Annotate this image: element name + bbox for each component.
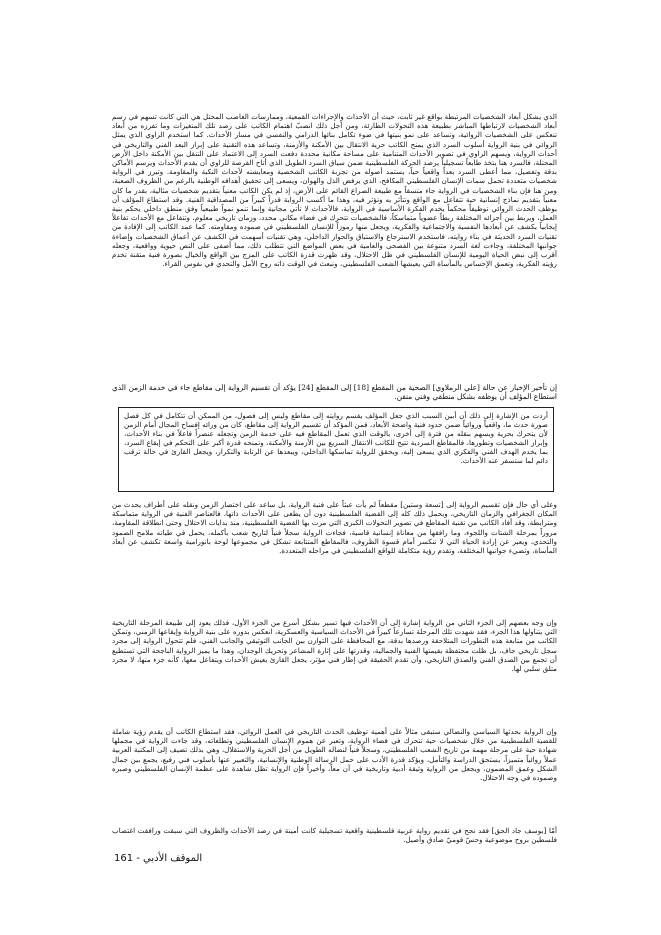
paragraph-1: الذي يشكل أبعاد الشخصيات المرتبطة بواقع غير ثابت، حيث أن الأحداث والإجراءات القمعية، وممارسات الغاصب المحتل هي التي كانت تسهم في رسم أبعاد الشخصيات لارتباطها المباشر بطبيعة هذه التحولات الطارئة، ومن أجل ذلك انصبّ اهتمام الكاتب على رصد تلك المتغيرات وما تفرزه من أبعاد تنعكس على الشخصيات الروائية، وتساعد على نمو بنيتها في ضوء تكامل بنائها الدرامي والنفسي في مسار الأحداث. كما استخدم الراوي الذي يمثل الروائي في بنية الرواية أسلوب السرد الذي يمنح الكاتب حرية الانتقال بين الأمكنة والأزمنة، وتساعد هذه التقنية على إبراز البعد الفني والتاريخي في أحداث الرواية، ويسهم الراوي في تصوير الأحداث المتنامية على مساحة مكانية محددة دفعت السرد إلى الاعتماد على التنقل بين الأمكنة داخل الأرض المحتلة، فالسرد هنا يتخذ طابعاً تسجيلياً يرصد الحركة الفلسطينية ضمن سياق السرد الطويل الذي أتاح الفرصة للراوي أن يقدم الأحداث ويرسم الأماكن بدقة وتفصيل، مما أعطى السرد بعداً واقعياً حياً، يستمد أصوله من تجربة الكاتب الشخصية ومعايشته لأحداث النكبة والمقاومة. وتبرز في الرواية شخصيات متعددة تحمل سمات الإنسان الفلسطيني المكافح، الذي يرفض الذل والهوان، ويسعى إلى تحقيق أهدافه الوطنية بالرغم من الظروف الصعبة، ومن هنا فإن بناء الشخصيات في الرواية جاء متسقاً مع طبيعة الصراع القائم على الأرض، إذ لم يكن الكاتب معنياً بتقديم شخصيات مثالية، بقدر ما كان معنياً بتقديم نماذج إنسانية حية تتفاعل مع الواقع وتتأثر به وتؤثر فيه، وهذا ما أكسب الرواية قدراً كبيراً من المصداقية الفنية. وقد استطاع المؤلف أن يوظف الحدث الروائي توظيفاً محكماً يخدم الفكرة الأساسية في الرواية، فالأحداث لا تأتي مجانية وإنما تنمو نمواً طبيعياً وفق منطق داخلي يحكم بنية العمل، ويربط بين أجزائه المختلفة ربطاً عضوياً متماسكاً، فالشخصيات تتحرك في فضاء مكاني محدد، وزمان تاريخي معلوم، وتتفاعل مع الأحداث تفاعلاً إيجابياً يكشف عن أبعادها النفسية والاجتماعية والفكرية، ويجعل منها رموزاً للإنسان الفلسطيني في صموده ومقاومته. كما عمد الكاتب إلى الإفادة من تقنيات السرد الحديثة في بناء روايته، فاستخدم الاسترجاع والاستباق والحوار الداخلي، وهي تقنيات أسهمت في الكشف عن أعماق الشخصيات وإضاءة جوانبها المختلفة، وجاءت لغة السرد متنوعة بين الفصحى والعامية في بعض المواضع التي تتطلب ذلك، مما أضفى على النص حيوية وواقعية، وجعله أقرب إلى نبض الحياة اليومية للإنسان الفلسطيني في ظل الاحتلال، وقد ظهرت قدرة الكاتب على المزج بين الواقع والخيال بصورة فنية متقنة تخدم رؤيته الفكرية، وتعمق الإحساس بالمأساة التي يعيشها الشعب الفلسطيني، وتبعث في الوقت ذاته روح الأمل والتحدي في نفوس القراء. (112, 112, 557, 269)
paragraph-3: أردت من الإشارة إلى ذلك أن أبين السبب الذي جعل المؤلف يقسم روايته إلى مقاطع وليس إلى فصول، من الممكن أن تتكامل في كل فصل صورة حدث ما، واقعياً وروائياً ضمن حدود فنية واضحة الأبعاد، فمن المؤكد أن تقسيم الرواية إلى مقاطع، كان من ورائه إفساح المجال أمام الزمن لأن يتحرك بحرية ويسهم بنقله من فترة إلى أخرى، بالوقت الذي تعمل المقاطع فيه على خدمة الزمن وتجعله عنصراً فاعلاً في بناء الأحداث، وإبراز الشخصيات وتطورها، فالمقاطع السردية تتيح للكاتب الانتقال السريع بين الأزمنة والأمكنة، وتمنحه قدرة أكبر على التحكم في إيقاع السرد، بما يخدم الهدف الفني والفكري الذي يسعى إليه، ويحقق للرواية تماسكها الداخلي، ويبعدها عن الرتابة والتكرار، ويجعل القارئ في حالة ترقب دائم لما ستسفر عنه الأحداث. (124, 411, 548, 466)
paragraph-7: أمّا [يوسف جاد الحق] فقد نجح في تقديم رواية عربية فلسطينية واقعية تسجيلية كانت أمينة في رصد الأحداث والظروف التي سبقت ورافقت اغتصاب فلسطين بروح موضوعية وحسّ قوميّ صادق وأصيل. (112, 826, 557, 845)
paragraph-5: وإن وجه بعضهم إلى الجزء الثاني من الرواية إشارة إلى أن الأحداث فيها تسير بشكل أسرع من الجزء الأول، فذلك يعود إلى طبيعة المرحلة التاريخية التي يتناولها هذا الجزء، فقد شهدت تلك المرحلة تسارعاً كبيراً في الأحداث السياسية والعسكرية، انعكس بدوره على بنية الرواية وإيقاعها الزمني، وتمكن الكاتب من متابعة هذه التطورات المتلاحقة ورصدها بدقة، مع المحافظة على التوازن بين الجانب التوثيقي والجانب الفني، فلم تتحول الرواية إلى مجرد سجل تاريخي جاف، بل ظلت محتفظة بقيمتها الفنية والجمالية، وقدرتها على إثارة المشاعر وتحريك الوجدان، وهذا ما يميز الرواية الناجحة التي تستطيع أن تجمع بين الصدق الفني والصدق التاريخي، وأن تقدم الحقيقة في إطار فني مؤثر، يجعل القارئ يعيش الأحداث ويتفاعل معها، كأنه جزء منها، لا مجرد متلق سلبي لها. (112, 618, 557, 674)
framed-paragraph (118, 407, 554, 492)
paragraph-2: إن تأخير الإخبار عن حالة [علي الرملاوي] الصحية من المقطع [18] إلى المقطع [24] يؤكد أن تقسيم الرواية إلى مقاطع جاء في خدمة الزمن الذي استطاع المؤلف أن يوظفه بشكل منطقي وفني متقن. (112, 383, 557, 401)
page-footer: الموقف الأدبي - 161 (114, 853, 203, 864)
paragraph-4: وعلى أي حال فإن تقسيم الرواية إلى [تسعة وستين] مقطعاً لم يأت عبثاً على فنية الرواية، بل ساعد على اختصار الزمن ونقله على أطراف يحدث من المكان الجغرافي والزمان التاريخي، ويحمل ذلك كله إلى القضية الفلسطينية دون أن يطغى على الأحداث ذاتها، فالعناصر الفنية في الرواية متماسكة ومترابطة، وقد أفاد الكاتب من تقنية المقاطع في تصوير التحولات الكبرى التي مرت بها القضية الفلسطينية، منذ بدايات الاحتلال وحتى انطلاقة المقاومة، مروراً بمرحلة الشتات واللجوء، وما رافقها من معاناة إنسانية قاسية، فجاءت الرواية سجلاً فنياً لتاريخ شعب بأكمله، يحمل في طياته ملامح الصمود والتحدي، ويعبر عن إرادة الحياة التي لا تنكسر أمام قسوة الظروف، فالمقاطع المتتابعة تشكل في مجموعها لوحة بانورامية واسعة تكشف عن أبعاد المأساة، وتضيء جوانبها المختلفة، وتقدم رؤية متكاملة للواقع الفلسطيني في مراحله المتعددة. (112, 500, 557, 556)
paragraph-6: وإن الرواية بحدثها السياسي والنضالي ستبقى مثالاً على أهمية توظيف الحدث التاريخي في العمل الروائي، فقد استطاع الكاتب أن يقدم رؤية شاملة للقضية الفلسطينية من خلال شخصيات حية تتحرك في فضاء الرواية، وتعبر عن هموم الإنسان الفلسطيني وتطلعاته، وقد جاءت الرواية في مجملها شهادة حية على مرحلة مهمة من تاريخ الشعب الفلسطيني، وسجلاً فنياً لنضاله الطويل من أجل الحرية والاستقلال، وهي بذلك تضيف إلى المكتبة العربية عملاً روائياً متميزاً، يستحق الدراسة والتأمل، ويؤكد قدرة الأدب على حمل الرسالة الوطنية والإنسانية، والتعبير عنها بأسلوب فني رفيع، يجمع بين جمال الشكل وعمق المضمون، ويجعل من الرواية وثيقة أدبية وتاريخية في آن معاً، وأخيراً فإن الرواية تظل شاهدة على عظمة الإنسان الفلسطيني وصبره وصموده في وجه الاحتلال. (112, 727, 557, 783)
